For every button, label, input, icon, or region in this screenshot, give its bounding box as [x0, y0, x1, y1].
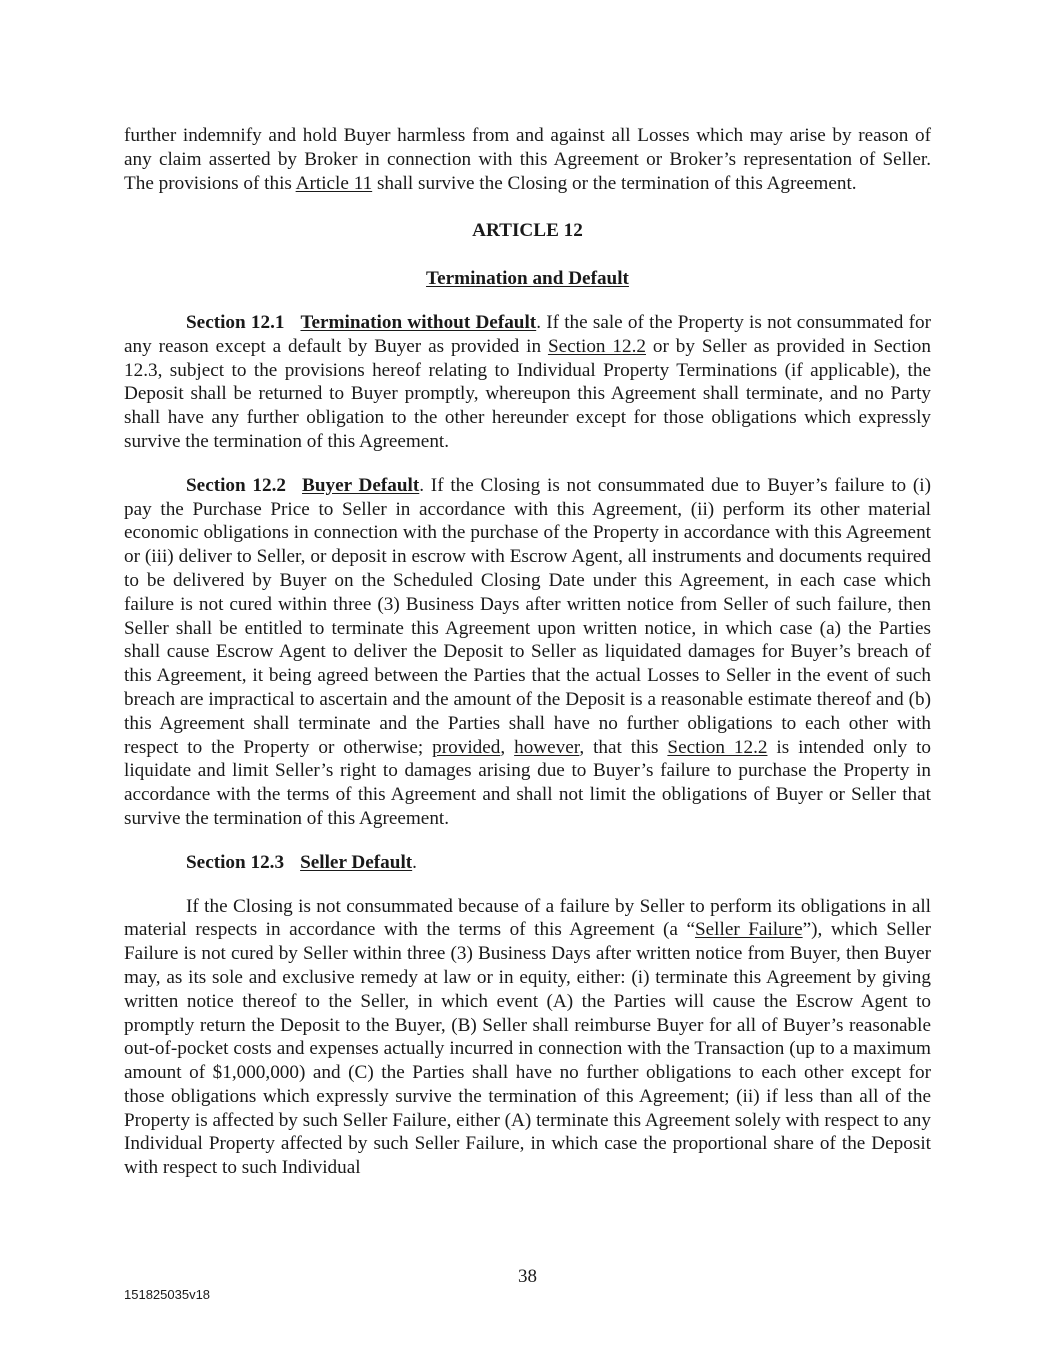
- carryover-paragraph: [124, 124, 931, 195]
- section-12-3-body: [124, 895, 931, 1181]
- article-title-text: Termination and Default: [426, 268, 629, 290]
- carryover-text-1: further indemnify and hold Buyer harmless from and against all Losses which may arise by reason of any claim asserted by Broker in connection with this Agreement or Broker’s representation of Seller. The provisions of this: [124, 125, 931, 194]
- section-12-2: [124, 474, 931, 831]
- section-12-3-heading: [124, 851, 931, 875]
- section-12-1: [124, 311, 931, 454]
- section-12-3-label: Section 12.3: [186, 851, 285, 873]
- document-body: [124, 124, 931, 1180]
- carryover-text-2: shall survive the Closing or the termination of this Agreement.: [372, 172, 857, 194]
- section-12-2-text-1: . If the Closing is not consummated due to Buyer’s failure to (i) pay the Purchase Price to Seller in accordance with this Agreement, (ii) perform its other material economic obligations in connection with the purchase of the Property in accordance with this Agreement or (iii) deliver to Seller, or deposit in escrow with Escrow Agent, all instruments and documents required to be delivered by Buyer on the Scheduled Closing Date under this Agreement, in each case which failure is not cured within three (3) Business Days after written notice from Seller of such failure, then Seller shall be entitled to terminate this Agreement upon written notice, in which case (a) the Parties shall cause Escrow Agent to deliver the Deposit to Seller as liquidated damages for Buyer’s breach of this Agreement, it being agreed between the Parties that the actual Losses to Seller in the event of such breach are impractical to ascertain and the amount of the Deposit is a reasonable estimate thereof and (b) this Agreement shall terminate and the Parties shall have no further obligations to each other with respect to the Property or otherwise;: [124, 474, 931, 758]
- section-12-3-text-2: ”), which Seller Failure is not cured by Seller within three (3) Business Days after written notice from Buyer, then Buyer may, as its sole and exclusive remedy at law or in equity, either: (i) terminate this Agreement by giving written notice thereof to the Seller, in which event (A) the Parties will cause the Escrow Agent to promptly return the Deposit to the Buyer, (B) Seller shall reimburse Buyer for all of Buyer’s reasonable out-of-pocket costs and expenses actually incurred in connection with the Transaction (up to a maximum amount of $1,000,000) and (C) the Parties shall have no further obligations to each other except for those obligations which expressly survive the termination of this Agreement; (ii) if less than all of the Property is affected by such Seller Failure, either (A) terminate this Agreement solely with respect to any Individual Property affected by such Seller Failure, in which case the proportional share of the Deposit with respect to such Individual: [124, 919, 931, 1179]
- section-12-3-text-1: If the Closing is not consummated because of a failure by Seller to perform its obligations in all material respects in accordance with the terms of this Agreement (a “: [124, 895, 931, 941]
- section-12-1-title: Termination without Default: [300, 311, 537, 333]
- section-12-1-text-2: or by Seller as provided in Section 12.3, subject to the provisions hereof relating to Individual Property Terminations (if applicable), the Deposit shall be returned to Buyer promptly, whereupon this Agreement shall terminate, and no Party shall have any further obligation to the other hereunder except for those obligations which expressly survive the termination of this Agreement.: [124, 335, 931, 452]
- article-number: ARTICLE 12: [472, 220, 583, 242]
- provided-term: provided: [432, 736, 501, 758]
- section-12-1-text-1: . If the sale of the Property is not consummated for any reason except a default by Buyer as provided in: [124, 311, 931, 357]
- however-term: however: [514, 736, 580, 758]
- article-title: [124, 267, 931, 291]
- section-12-2-text-2: , that this: [579, 736, 668, 758]
- section-12-2-self-reference: Section 12.2: [667, 736, 768, 758]
- section-12-2-reference: Section 12.2: [547, 335, 646, 357]
- article-11-reference: Article 11: [295, 172, 373, 194]
- section-12-2-title: Buyer Default: [302, 474, 420, 496]
- section-12-2-label: Section 12.2: [186, 474, 287, 496]
- section-12-2-comma: ,: [500, 736, 515, 758]
- seller-failure-defined-term: Seller Failure: [694, 919, 803, 941]
- section-12-1-label: Section 12.1: [186, 311, 285, 333]
- section-12-2-text-3: is intended only to liquidate and limit Seller’s right to damages arising due to Buyer’s failure to purchase the Property in accordance with the terms of this Agreement and shall not limit the obligations of Buyer or Seller that survive the termination of this Agreement.: [124, 736, 932, 829]
- section-12-3-title: Seller Default: [300, 851, 413, 873]
- document-id: 151825035v18: [124, 1287, 211, 1302]
- section-12-3-period: .: [412, 851, 417, 873]
- page-number: 38: [518, 1266, 537, 1287]
